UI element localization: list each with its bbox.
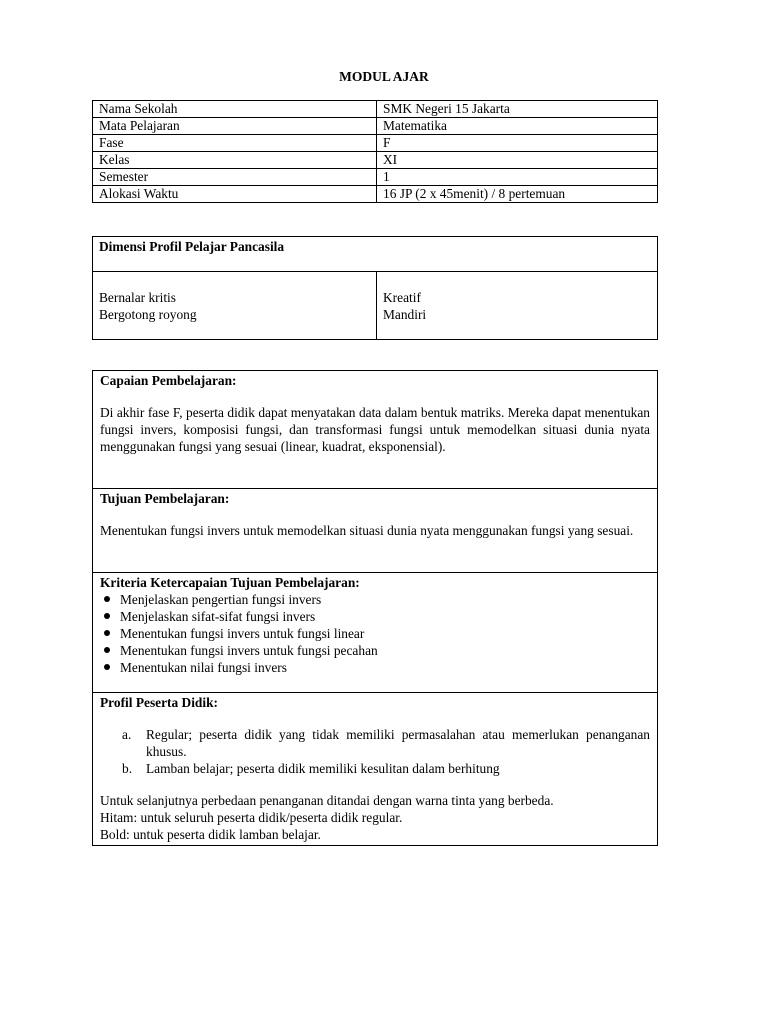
info-label: Alokasi Waktu xyxy=(93,186,377,203)
capaian-heading: Capaian Pembelajaran: xyxy=(100,373,237,388)
profil-peserta-list xyxy=(100,726,650,777)
table-row xyxy=(93,135,658,152)
capaian-section xyxy=(93,371,657,488)
info-value: 16 JP (2 x 45menit) / 8 pertemuan xyxy=(377,186,658,203)
profil-dimension: Kreatif xyxy=(383,289,421,305)
profil-pancasila-heading: Dimensi Profil Pelajar Pancasila xyxy=(93,237,658,272)
info-value: XI xyxy=(377,152,658,169)
note-line: Untuk selanjutnya perbedaan penanganan ditandai dengan warna tinta yang berbeda. xyxy=(100,793,554,808)
note-line: Hitam: untuk seluruh peserta didik/peserta didik regular. xyxy=(100,810,403,825)
tujuan-heading: Tujuan Pembelajaran: xyxy=(100,491,230,506)
info-value: SMK Negeri 15 Jakarta xyxy=(377,101,658,118)
table-row xyxy=(93,152,658,169)
table-row xyxy=(93,169,658,186)
profil-peserta-heading: Profil Peserta Didik: xyxy=(100,695,219,710)
info-label: Semester xyxy=(93,169,377,186)
list-item: Menjelaskan sifat-sifat fungsi invers xyxy=(100,608,650,625)
info-value: F xyxy=(377,135,658,152)
info-value: Matematika xyxy=(377,118,658,135)
capaian-text: Di akhir fase F, peserta didik dapat menyatakan data dalam bentuk matriks. Mereka dapat menentukan fungsi invers, komposisi fungsi, dan transformasi fungsi untuk memodelkan situasi dunia nyata menggunakan fungsi yang sesuai (linear, kuadrat, eksponensial). xyxy=(100,405,650,454)
profil-dimension: Bergotong royong xyxy=(99,306,197,322)
page-title: MODUL AJAR xyxy=(339,69,429,84)
list-marker: b. xyxy=(122,761,133,776)
kriteria-section xyxy=(93,572,657,692)
table-row xyxy=(93,186,658,203)
tujuan-section xyxy=(93,488,657,572)
info-table xyxy=(92,100,658,203)
list-item: Menjelaskan pengertian fungsi invers xyxy=(100,591,650,608)
list-item-text: Regular; peserta didik yang tidak memiliki permasalahan atau memerlukan penanganan khusus. xyxy=(146,727,650,759)
profil-pancasila-table xyxy=(92,236,658,340)
list-item: Menentukan fungsi invers untuk fungsi pecahan xyxy=(100,642,650,659)
info-value: 1 xyxy=(377,169,658,186)
table-row xyxy=(93,101,658,118)
profil-dimension: Bernalar kritis xyxy=(99,289,176,305)
learning-box xyxy=(92,370,658,846)
kriteria-heading: Kriteria Ketercapaian Tujuan Pembelajaran: xyxy=(100,575,360,590)
info-label: Nama Sekolah xyxy=(93,101,377,118)
table-row xyxy=(93,118,658,135)
tujuan-text: Menentukan fungsi invers untuk memodelkan situasi dunia nyata menggunakan fungsi yang sesuai. xyxy=(100,523,634,538)
info-label: Kelas xyxy=(93,152,377,169)
note-line: Bold: untuk peserta didik lamban belajar. xyxy=(100,827,321,842)
profil-peserta-section xyxy=(93,692,657,845)
list-marker: a. xyxy=(122,727,132,742)
list-item-text: Lamban belajar; peserta didik memiliki kesulitan dalam berhitung xyxy=(146,761,500,776)
list-item: Menentukan fungsi invers untuk fungsi linear xyxy=(100,625,650,642)
info-label: Mata Pelajaran xyxy=(93,118,377,135)
list-item: Menentukan nilai fungsi invers xyxy=(100,659,650,676)
kriteria-list xyxy=(100,591,650,676)
list-item xyxy=(122,760,650,777)
profil-left-cell xyxy=(93,272,377,340)
info-label: Fase xyxy=(93,135,377,152)
profil-dimension: Mandiri xyxy=(383,306,427,322)
profil-right-cell xyxy=(377,272,658,340)
list-item xyxy=(122,726,650,760)
